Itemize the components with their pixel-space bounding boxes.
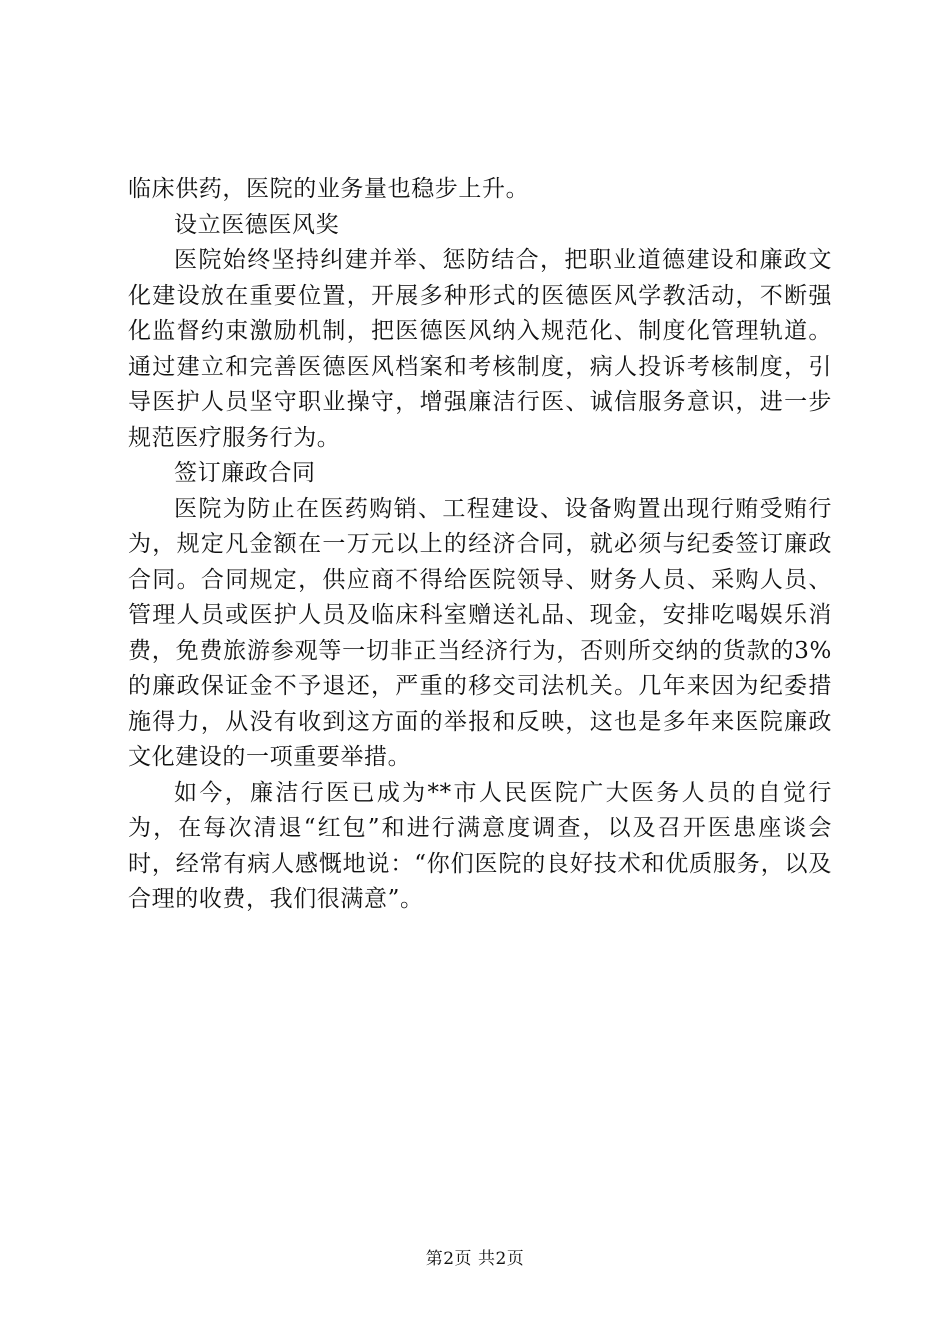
paragraph-medical-ethics: 医院始终坚持纠建并举、惩防结合，把职业道德建设和廉政文化建设放在重要位置，开展多种形式的医德医风学教活动，不断强化监督约束激励机制，把医德医风纳入规范化、制度化管理轨道。通过建立和完善医德医风档案和考核制度，病人投诉考核制度，引导医护人员坚守职业操守，增强廉洁行医、诚信服务意识，进一步规范医疗服务行为。 — [128, 247, 832, 451]
paragraph-integrity-contract: 医院为防止在医药购销、工程建设、设备购置出现行贿受贿行为，规定凡金额在一万元以上的经济合同，就必须与纪委签订廉政合同。合同规定，供应商不得给医院领导、财务人员、采购人员、管理人员或医护人员及临床科室赠送礼品、现金，安排吃喝娱乐消费，免费旅游参观等一切非正当经济行为，否则所交纳的货款的3%的廉政保证金不予退还，严重的移交司法机关。几年来因为纪委措施得力，从没有收到这方面的举报和反映，这也是多年来医院廉政文化建设的一项重要举措。 — [128, 495, 832, 770]
paragraph-continuation: 临床供药，医院的业务量也稳步上升。 — [128, 176, 530, 202]
paragraph-conclusion: 如今，廉洁行医已成为**市人民医院广大医务人员的自觉行为，在每次清退“红包”和进行满意度调查，以及召开医患座谈会时，经常有病人感慨地说：“你们医院的良好技术和优质服务，以及合理的收费，我们很满意”。 — [128, 779, 832, 912]
page-number-footer: 第2页 共2页 — [425, 1249, 525, 1269]
section-heading-integrity-contract: 签订廉政合同 — [174, 460, 316, 486]
section-heading-medical-ethics-award: 设立医德医风奖 — [174, 211, 340, 238]
document-body — [128, 172, 832, 918]
